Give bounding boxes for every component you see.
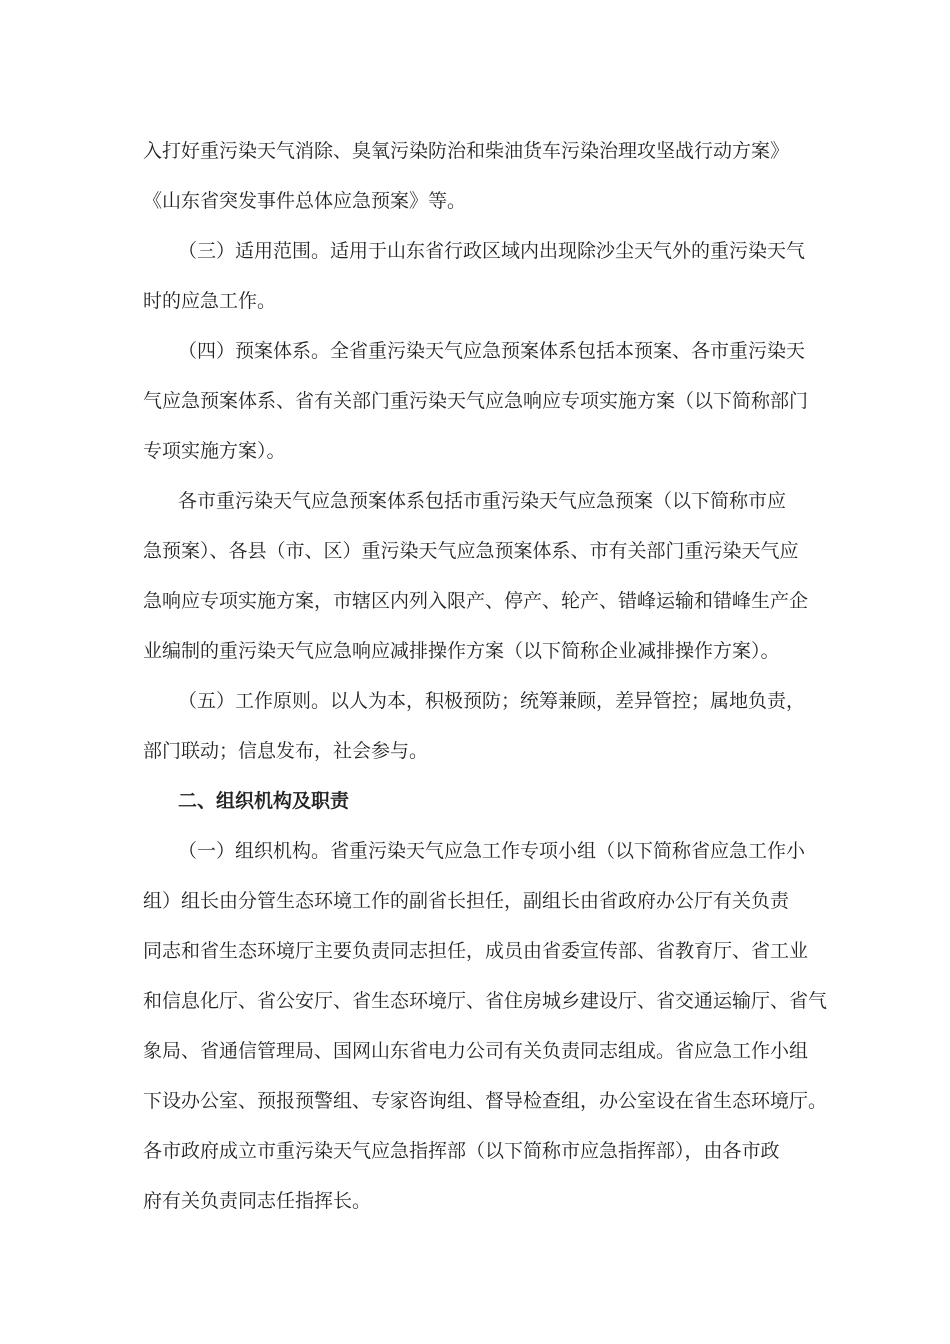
text-line: 气应急预案体系、省有关部门重污染天气应急响应专项实施方案（以下简称部门 (143, 390, 809, 412)
paragraph-scope: （三）适用范围。适用于山东省行政区域内出现除沙尘天气外的重污染天气 (178, 240, 806, 262)
text-line: 《山东省突发事件总体应急预案》等。 (143, 190, 467, 212)
paragraph-plan-system: （四）预案体系。全省重污染天气应急预案体系包括本预案、各市重污染天 (178, 340, 806, 362)
text-line: 同志和省生态环境厅主要负责同志担任，成员由省委宣传部、省教育厅、省工业 (143, 940, 809, 962)
text-line: 入打好重污染天气消除、臭氧污染防治和柴油货车污染治理攻坚战行动方案》 (143, 140, 790, 162)
text-line: 时的应急工作。 (143, 290, 277, 312)
text-line: 和信息化厅、省公安厅、省生态环境厅、省住房城乡建设厅、省交通运输厅、省气 (143, 990, 828, 1012)
text-line: 下设办公室、预报预警组、专家咨询组、督导检查组，办公室设在省生态环境厅。 (143, 1090, 828, 1112)
text-line: 各市政府成立市重污染天气应急指挥部（以下简称市应急指挥部），由各市政 (143, 1140, 780, 1162)
text-line: 组）组长由分管生态环境工作的副省长担任，副组长由省政府办公厅有关负责 (143, 890, 790, 912)
text-line: 专项实施方案）。 (143, 440, 286, 462)
paragraph-principles: （五）工作原则。以人为本，积极预防；统筹兼顾，差异管控；属地负责， (178, 690, 806, 712)
text-line: 急响应专项实施方案，市辖区内列入限产、停产、轮产、错峰运输和错峰生产企 (143, 590, 809, 612)
paragraph-organization: （一）组织机构。省重污染天气应急工作专项小组（以下简称省应急工作小 (178, 840, 806, 862)
paragraph-city-plans: 各市重污染天气应急预案体系包括市重污染天气应急预案（以下简称市应 (178, 490, 787, 512)
section-heading: 二、组织机构及职责 (178, 790, 350, 812)
document-body (143, 126, 828, 1226)
text-line: 部门联动；信息发布，社会参与。 (143, 740, 429, 762)
text-line: 业编制的重污染天气应急响应减排操作方案（以下简称企业减排操作方案）。 (143, 640, 780, 662)
text-line: 象局、省通信管理局、国网山东省电力公司有关负责同志组成。省应急工作小组 (143, 1040, 809, 1062)
text-line: 府有关负责同志任指挥长。 (143, 1190, 372, 1212)
text-line: 急预案）、各县（市、区）重污染天气应急预案体系、市有关部门重污染天气应 (143, 540, 799, 562)
